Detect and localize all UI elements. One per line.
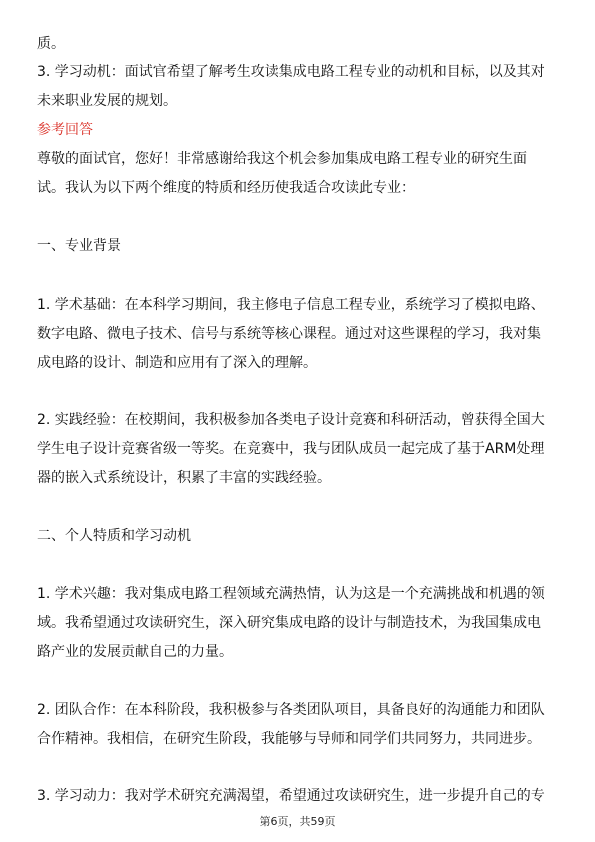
text-line: 数字电路、微电子技术、信号与系统等核心课程。通过对这些课程的学习，我对集 [37,326,541,342]
text-line: 1. 学术兴趣：我对集成电路工程领域充满热情，认为这是一个充满挑战和机遇的领 [37,586,545,602]
text-line: 成电路的设计、制造和应用有了深入的理解。 [37,355,317,371]
text-line: 未来职业发展的规划。 [37,93,177,109]
text-line: 路产业的发展贡献自己的力量。 [37,644,233,660]
page-number: 第6页，共59页 [259,815,336,828]
text-line: 3. 学习动机：面试官希望了解考生攻读集成电路工程专业的动机和目标，以及其对 [37,64,545,80]
text-line: 3. 学习动力：我对学术研究充满渴望，希望通过攻读研究生，进一步提升自己的专 [37,788,545,804]
text-line: 2. 团队合作：在本科阶段，我积极参与各类团队项目，具备良好的沟通能力和团队 [37,702,545,718]
text-line: 域。我希望通过攻读研究生，深入研究集成电路的设计与制造技术，为我国集成电 [37,615,541,631]
text-line: 1. 学术基础：在本科学习期间，我主修电子信息工程专业，系统学习了模拟电路、 [37,297,545,313]
text-line: 尊敬的面试官，您好！非常感谢给我这个机会参加集成电路工程专业的研究生面 [37,151,527,167]
text-line: 试。我认为以下两个维度的特质和经历使我适合攻读此专业： [37,180,415,196]
section-heading: 二、个人特质和学习动机 [37,528,191,544]
section-heading-reference-answer: 参考回答 [37,122,93,138]
section-heading: 一、专业背景 [37,238,121,254]
text-line: 学生电子设计竞赛省级一等奖。在竞赛中，我与团队成员一起完成了基于ARM处理 [37,441,545,457]
text-line: 合作精神。我相信，在研究生阶段，我能够与导师和同学们共同努力，共同进步。 [37,731,541,747]
text-line: 器的嵌入式系统设计，积累了丰富的实践经验。 [37,470,331,486]
text-line: 2. 实践经验：在校期间，我积极参加各类电子设计竞赛和科研活动，曾获得全国大 [37,412,545,428]
text-line: 质。 [37,36,65,52]
